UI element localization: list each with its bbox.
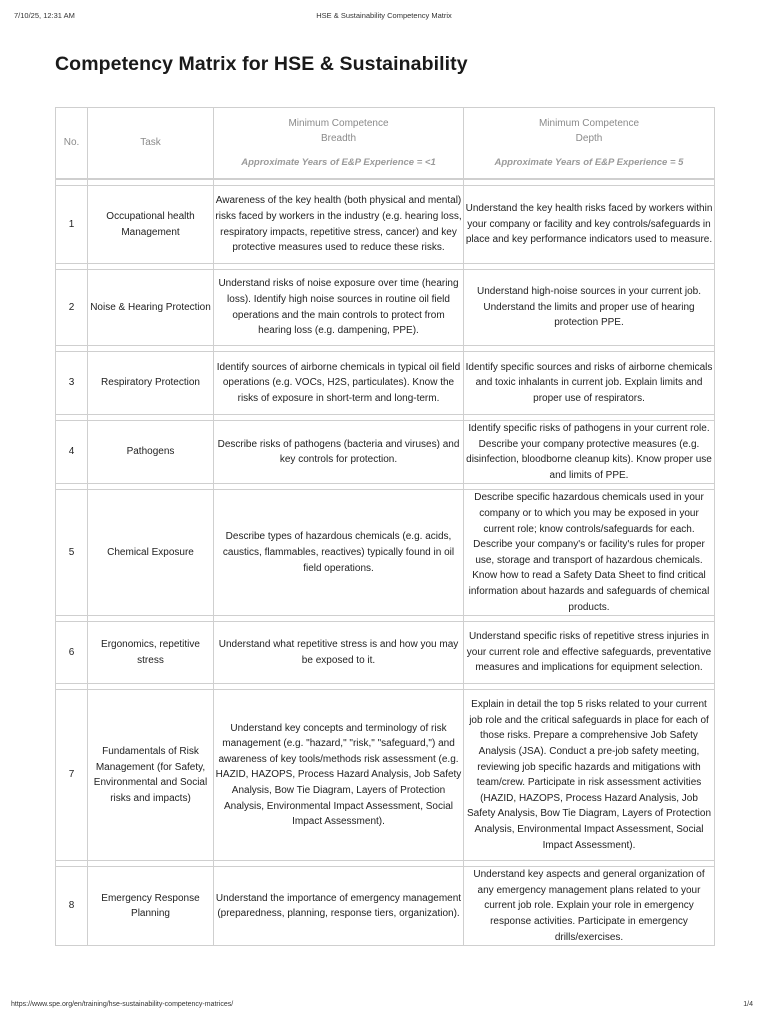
table-row <box>55 489 715 615</box>
row-depth: Understand high-noise sources in your current job. Understand the limits and proper use of hearing protection PPE. <box>463 269 715 345</box>
row-depth: Understand specific risks of repetitive stress injuries in your current role and effective safeguards, preventative measures and implications for equipment selection. <box>463 621 715 683</box>
print-page-number: 1/4 <box>743 1001 753 1008</box>
header-depth <box>463 107 715 179</box>
print-title: HSE & Sustainability Competency Matrix <box>316 11 452 20</box>
header-breadth-sub: Approximate Years of E&P Experience = <1 <box>241 156 436 168</box>
row-breadth: Describe risks of pathogens (bacteria and viruses) and key controls for protection. <box>213 420 463 483</box>
print-url: https://www.spe.org/en/training/hse-sustainability-competency-matrices/ <box>11 1001 234 1008</box>
header-depth-title-1: Minimum Competence <box>538 117 640 129</box>
table-row <box>55 689 715 860</box>
page-title: Competency Matrix for HSE & Sustainability <box>55 53 468 75</box>
table-row <box>55 866 715 946</box>
table-row <box>55 351 715 414</box>
header-breadth-title-2: Breadth <box>320 133 357 145</box>
header-breadth <box>213 107 463 179</box>
row-breadth: Understand what repetitive stress is and how you may be exposed to it. <box>213 621 463 683</box>
table-row <box>55 621 715 683</box>
table-row <box>55 420 715 483</box>
row-number: 1 <box>55 185 87 263</box>
row-task: Pathogens <box>87 420 213 483</box>
row-number: 4 <box>55 420 87 483</box>
row-breadth: Understand the importance of emergency management (preparedness, planning, response tiers, organization). <box>213 866 463 946</box>
header-task: Task <box>87 107 213 179</box>
row-number: 6 <box>55 621 87 683</box>
header-breadth-title-1: Minimum Competence <box>288 117 389 129</box>
row-breadth: Understand risks of noise exposure over time (hearing loss). Identify high noise sources in routine oil field operations and the main controls to protect from hearing loss (e.g. dampening, PPE). <box>213 269 463 345</box>
header-depth-sub: Approximate Years of E&P Experience = 5 <box>494 156 684 168</box>
row-depth: Identify specific risks of pathogens in your current role. Describe your company protective measures (e.g. disinfection, bloodborne cleanup kits). Know proper use and limits of PPE. <box>463 420 715 483</box>
row-depth: Understand key aspects and general organization of any emergency management plans related to your current job role. Explain your role in emergency response activities. Participate in emergency drills/exercises. <box>463 866 715 946</box>
row-breadth: Awareness of the key health (both physical and mental) risks faced by workers in the industry (e.g. hearing loss, respiratory impacts, repetitive stress, cancer) and key protective measures used to reduce these risks. <box>213 185 463 263</box>
row-breadth: Identify sources of airborne chemicals in typical oil field operations (e.g. VOCs, H2S, particulates). Know the risks of exposure in short-term and long-term. <box>213 351 463 414</box>
header-depth-title-2: Depth <box>575 133 603 145</box>
row-number: 2 <box>55 269 87 345</box>
row-task: Occupational health Management <box>87 185 213 263</box>
row-depth: Describe specific hazardous chemicals used in your company or to which you may be exposed in your current role; know controls/safeguards for each. Describe your company's or facility's rules for proper use, storage and transport of hazardous chemicals. Know how to read a Safety Data Sheet to find critical information about hazards and safeguards of chemical products. <box>463 489 715 615</box>
row-depth: Understand the key health risks faced by workers within your company or facility and key controls/safeguards in place and key performance indicators used to measure. <box>463 185 715 263</box>
competency-matrix-table <box>55 107 715 946</box>
header-row <box>55 107 715 179</box>
print-timestamp: 7/10/25, 12:31 AM <box>14 11 75 20</box>
row-task: Ergonomics, repetitive stress <box>87 621 213 683</box>
row-task: Respiratory Protection <box>87 351 213 414</box>
row-depth: Identify specific sources and risks of airborne chemicals and toxic inhalants in current job. Explain limits and proper use of respirators. <box>463 351 715 414</box>
row-task: Fundamentals of Risk Management (for Safety, Environmental and Social risks and impacts) <box>87 689 213 860</box>
row-number: 7 <box>55 689 87 860</box>
row-number: 5 <box>55 489 87 615</box>
table-row <box>55 185 715 263</box>
row-task: Chemical Exposure <box>87 489 213 615</box>
row-task: Noise & Hearing Protection <box>87 269 213 345</box>
row-breadth: Describe types of hazardous chemicals (e.g. acids, caustics, flammables, reactives) typically found in oil field operations. <box>213 489 463 615</box>
table-row <box>55 269 715 345</box>
header-no: No. <box>55 107 87 179</box>
row-depth: Explain in detail the top 5 risks related to your current job role and the critical safeguards in place for each of those risks. Prepare a comprehensive Job Safety Analysis (JSA). Conduct a pre-job safety meeting, reviewing job specific hazards and mitigations with team/crew. Participate in risk assessment activities (HAZID, HAZOPS, Process Hazard Analysis, Job Safety Analysis, Bow Tie Diagram, Layers of Protection Analysis, Environmental Impact Assessment, Social Impact Assessment). <box>463 689 715 860</box>
row-breadth: Understand key concepts and terminology of risk management (e.g. "hazard," "risk," "safeguard,") and awareness of key tools/methods risk assessment (e.g. HAZID, HAZOPS, Process Hazard Analysis, Job Safety Analysis, Bow Tie Diagram, Layers of Protection Analysis, Environmental Impact Assessment, Social Impact Assessment). <box>213 689 463 860</box>
row-number: 8 <box>55 866 87 946</box>
row-number: 3 <box>55 351 87 414</box>
row-task: Emergency Response Planning <box>87 866 213 946</box>
